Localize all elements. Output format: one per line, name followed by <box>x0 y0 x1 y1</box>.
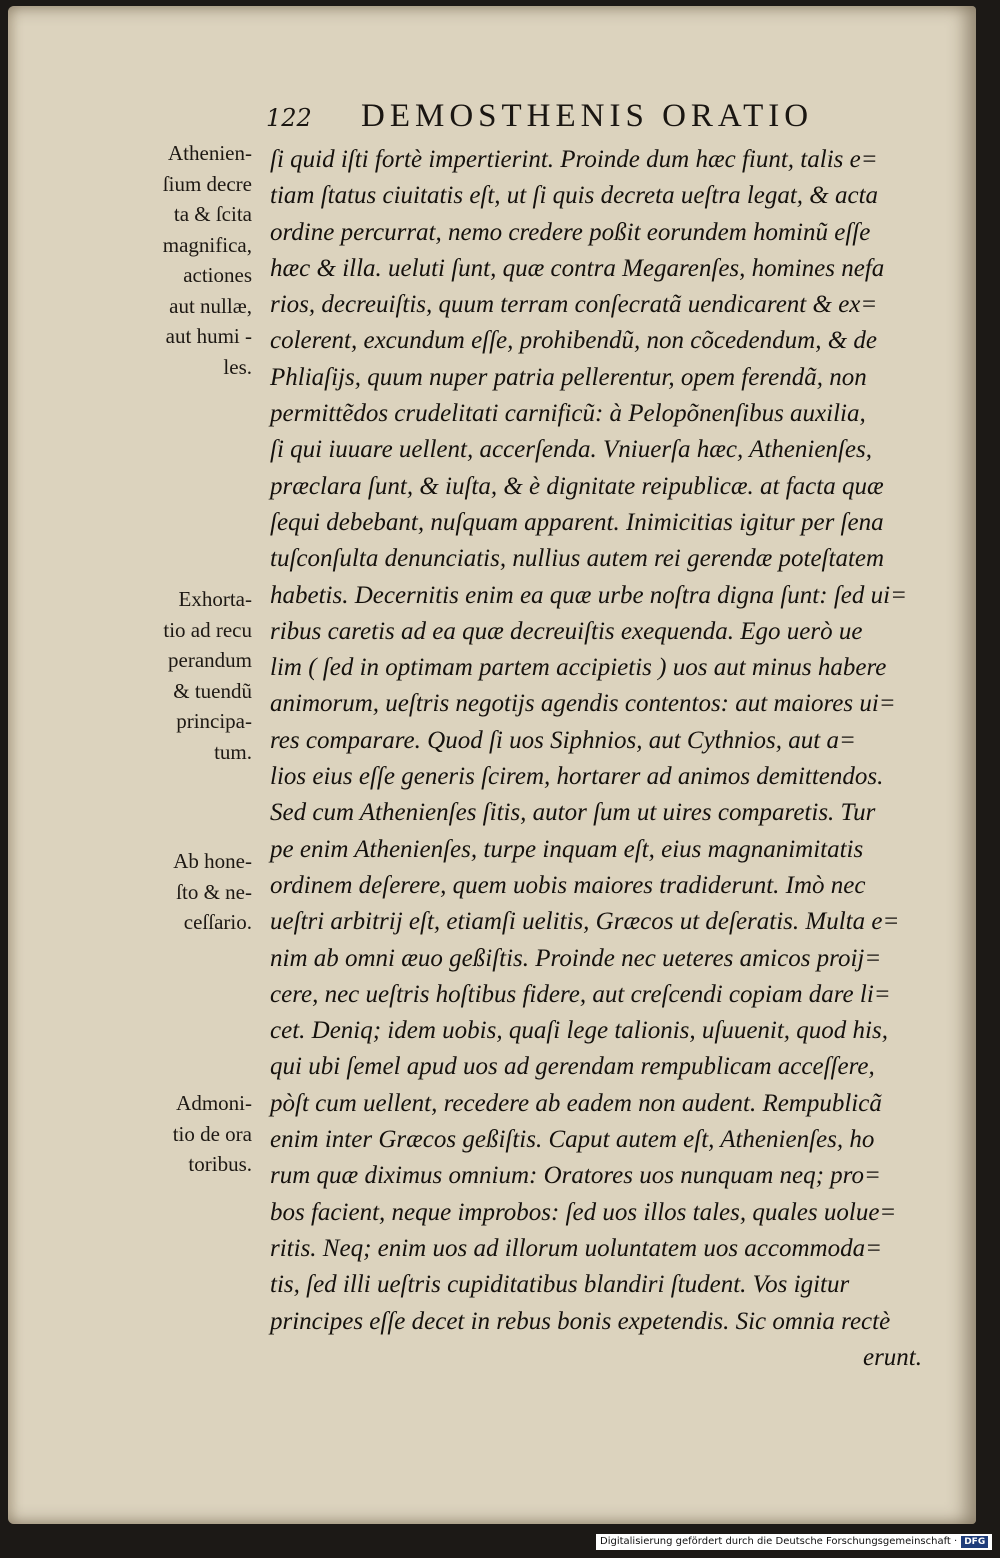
text-line: ordine percurrat, nemo credere poßit eorundem hominũ eſſe <box>270 218 871 246</box>
margin-note-line: tio de ora <box>172 1121 252 1146</box>
margin-note-line: perandum <box>168 648 252 672</box>
margin-note-line: Ab hone- <box>173 849 252 873</box>
footer-text: Digitalisierung gefördert durch die Deutsche Forschungsgemeinschaft · <box>600 1536 958 1547</box>
margin-note-line: aut humi - <box>165 324 252 348</box>
text-line: ueſtri arbitrij eſt, etiamſi uelitis, Græcos ut deſeratis. Multa e= <box>270 908 900 936</box>
dfg-logo-icon: DFG <box>961 1536 988 1548</box>
text-line: Sed cum Athenienſes ſitis, autor ſum ut uires comparetis. Tur <box>270 799 876 827</box>
text-line: colerent, excundum eſſe, prohibendũ, non cõcedendum, & de <box>270 327 877 355</box>
margin-note-line: les. <box>223 354 252 379</box>
text-line: habetis. Decernitis enim ea quæ urbe noſtra digna ſunt: ſed ui= <box>270 581 907 609</box>
text-line: animorum, ueſtris negotijs agendis contentos: aut maiores ui= <box>270 690 896 718</box>
text-line: lios eius eſſe generis ſcirem, hortarer ad animos demittendos. <box>270 763 884 791</box>
margin-note-4 <box>128 1088 252 1180</box>
text-line: tuſconſulta denunciatis, nullius autem rei gerendæ poteſtatem <box>270 545 885 573</box>
margin-note-line: Admoni- <box>176 1091 252 1115</box>
margin-note-line: toribus. <box>188 1152 252 1176</box>
book-page <box>8 6 976 1524</box>
text-line: pe enim Athenienſes, turpe inquam eſt, eius magnanimitatis <box>270 835 864 863</box>
text-line: lim ( ſed in optimam partem accipietis ) uos aut minus habere <box>270 654 887 682</box>
margin-note-line: magnifica, <box>162 232 252 257</box>
margin-note-line: aut nullæ, <box>169 293 252 318</box>
text-line: bos facient, neque improbos: ſed uos illos tales, quales uolue= <box>270 1198 897 1226</box>
text-line: tiam ſtatus ciuitatis eſt, ut ſi quis decreta ueſtra legat, & acta <box>270 182 879 210</box>
text-line: ſi qui iuuare uellent, accerſenda. Vniuerſa hæc, Athenienſes, <box>270 436 872 464</box>
margin-note-line: & tuendũ <box>173 678 252 703</box>
text-line: res comparare. Quod ſi uos Siphnios, aut Cythnios, aut a= <box>270 726 856 754</box>
text-line: tis, ſed illi ueſtris cupiditatibus blandiri ſtudent. Vos igitur <box>270 1271 850 1299</box>
running-title: DEMOSTHENIS ORATIO <box>361 98 814 134</box>
text-line: pòſt cum uellent, recedere ab eadem non audent. Rempublicã <box>270 1089 882 1117</box>
digitization-footer <box>596 1534 992 1550</box>
margin-note-line: actiones <box>183 263 252 287</box>
margin-note-2 <box>128 584 252 767</box>
text-line: ſequi debebant, nuſquam apparent. Inimicitias igitur per ſena <box>270 508 884 536</box>
page-number: 122 <box>266 104 312 132</box>
text-line: hæc & illa. ueluti ſunt, quæ contra Megarenſes, homines nefa <box>270 254 885 282</box>
margin-note-line: ſto & ne- <box>176 879 252 904</box>
margin-note-line: ceſſario. <box>183 910 252 934</box>
text-line: nim ab omni æuo geßiſtis. Proinde nec ueteres amicos proij= <box>270 944 882 972</box>
margin-note-line: ta & ſcita <box>173 202 252 226</box>
margin-note-1 <box>128 138 252 382</box>
text-line: Phliaſijs, quum nuper patria pellerentur, opem ferendã, non <box>270 363 867 391</box>
text-line: rum quæ diximus omnium: Oratores uos nunquam neq; pro= <box>270 1162 881 1190</box>
margin-note-line: Athenien- <box>168 141 252 165</box>
margin-note-line: Exhorta- <box>178 587 252 611</box>
body-text <box>270 142 930 1376</box>
margin-note-line: tio ad recu <box>163 617 252 642</box>
text-line: rios, decreuiſtis, quum terram conſecratã uendicarent & ex= <box>270 291 878 319</box>
margin-note-line: tum. <box>214 739 252 764</box>
margin-note-3 <box>128 846 252 938</box>
text-line: ritis. Neq; enim uos ad illorum uoluntatem uos accommoda= <box>270 1234 882 1262</box>
margin-note-line: principa- <box>176 709 252 733</box>
text-line: principes eſſe decet in rebus bonis expetendis. Sic omnia rectè <box>270 1307 891 1335</box>
text-line: enim inter Græcos geßiſtis. Caput autem eſt, Athenienſes, ho <box>270 1126 875 1154</box>
text-line: cet. Deniq; idem uobis, quaſi lege talionis, uſuuenit, quod his, <box>270 1017 888 1045</box>
text-line: ordinem deſerere, quem uobis maiores tradiderunt. Imò nec <box>270 871 866 899</box>
text-line: qui ubi ſemel apud uos ad gerendam rempublicam acceſſere, <box>270 1053 875 1081</box>
margin-note-line: ſium decre <box>162 171 252 196</box>
catchword: erunt. <box>862 1343 922 1371</box>
text-line: permittẽdos crudelitati carnificũ: à Pelopõnenſibus auxilia, <box>270 400 866 428</box>
text-line: ribus caretis ad ea quæ decreuiſtis exequenda. Ego uerò ue <box>270 617 863 645</box>
running-head <box>266 98 886 138</box>
text-line: cere, nec ueſtris hoſtibus fidere, aut creſcendi copiam dare li= <box>270 980 891 1008</box>
text-line: ſi quid iſti fortè impertierint. Proinde dum hæc fiunt, talis e= <box>270 146 878 173</box>
text-line: præclara ſunt, & iuſta, & è dignitate reipublicæ. at facta quæ <box>270 472 884 500</box>
